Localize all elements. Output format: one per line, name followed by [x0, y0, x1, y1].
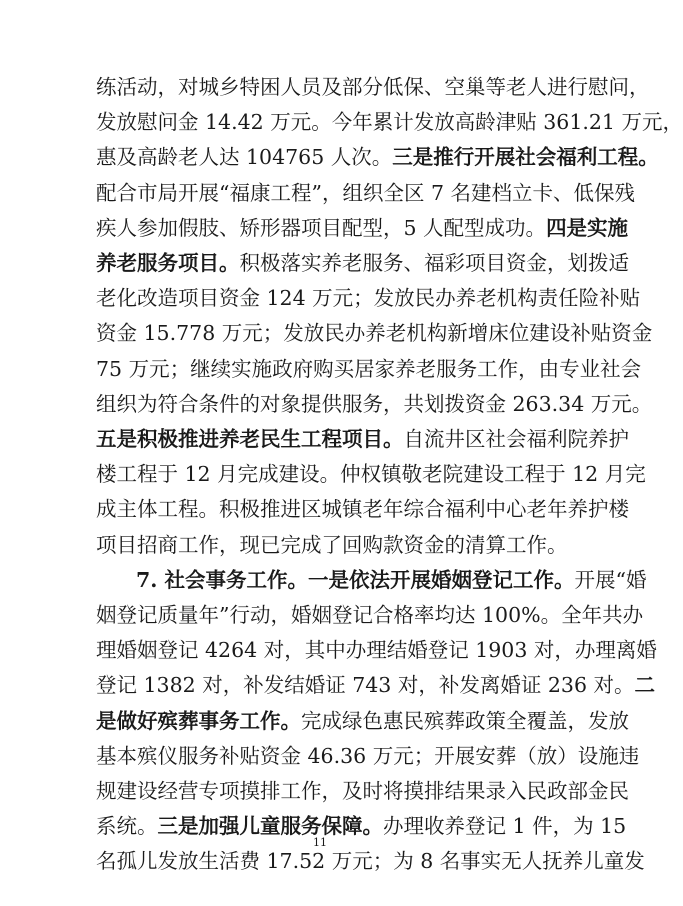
text-segment: 楼工程于 12 月完成建设。仲权镇敬老院建设工程于 12 月完 [96, 462, 646, 487]
text-line [96, 845, 645, 878]
text-segment: 开展“婚 [574, 567, 647, 592]
text-line [96, 458, 646, 491]
text-segment: 疾人参加假肢、矫形器项目配型，5 人配型成功。 [96, 215, 547, 240]
text-segment: 积极落实养老服务、福彩项目资金，划拨适 [239, 251, 629, 275]
text-line [96, 423, 629, 456]
text-segment: 规建设经营专项摸排工作，及时将摸排结果录入民政部金民 [96, 779, 629, 803]
text-segment: 发放慰问金 14.42 万元。今年累计发放高龄津贴 361.21 万元， [96, 110, 683, 135]
text-line [96, 775, 629, 808]
text-line [96, 71, 650, 104]
text-segment: 理婚姻登记 4264 对，其中办理结婚登记 1903 对，办理离婚 [96, 638, 657, 663]
text-line [96, 740, 640, 773]
text-segment: 成主体工程。积极推进区城镇老年综合福利中心老年养护楼 [96, 497, 629, 522]
text-segment: 自流井区社会福利院养护 [403, 427, 629, 451]
text-line [136, 564, 647, 597]
text-line [96, 212, 629, 245]
text-segment: 基本殡仪服务补贴资金 46.36 万元；开展安葬（放）设施违 [96, 743, 640, 768]
bold-text-segment: 四是实施 [546, 215, 629, 240]
text-line [96, 669, 656, 702]
text-line [96, 177, 636, 210]
text-line [96, 705, 629, 738]
text-segment: 组织为符合条件的对象提供服务，共划拨资金 263.34 万元。 [96, 391, 653, 416]
text-line [96, 599, 644, 632]
text-segment: 办理收养登记 1 件，为 15 [383, 814, 627, 839]
text-line [96, 247, 629, 280]
text-segment: 系统。 [96, 814, 158, 839]
text-segment: 名孤儿发放生活费 17.52 万元；为 8 名事实无人抚养儿童发 [96, 849, 645, 874]
page-number: 11 [313, 836, 327, 849]
text-segment: 配合市局开展“福康工程”，组织全区 7 名建档立卡、低保残 [96, 180, 636, 205]
text-line [96, 493, 629, 526]
text-segment: 老化改造项目资金 124 万元；发放民办养老机构责任险补贴 [96, 286, 641, 311]
text-line [96, 529, 568, 562]
bold-text-segment: 五是积极推进养老民生工程项目。 [96, 427, 404, 451]
text-line [96, 317, 653, 350]
text-line [96, 141, 659, 174]
text-line [96, 634, 657, 667]
text-segment: 惠及高龄老人达 104765 人次。 [96, 145, 393, 170]
bold-text-segment: 养老服务项目。 [96, 251, 240, 275]
bold-text-segment: 三是加强儿童服务保障。 [157, 814, 383, 839]
text-segment: 完成绿色惠民殡葬政策全覆盖，发放 [301, 708, 629, 733]
bold-text-segment: 7. 社会事务工作。一是依法开展婚姻登记工作。 [136, 567, 575, 592]
text-segment: 项目招商工作，现已完成了回购款资金的清算工作。 [96, 532, 568, 557]
bold-text-segment: 是做好殡葬事务工作。 [96, 708, 301, 733]
text-line [96, 353, 642, 386]
text-segment: 姻登记质量年”行动，婚姻登记合格率均达 100%。全年共办 [96, 603, 644, 627]
text-segment: 登记 1382 对，补发结婚证 743 对，补发离婚证 236 对。 [96, 673, 635, 698]
bold-text-segment: 二 [634, 673, 656, 698]
text-line [96, 106, 683, 139]
text-segment: 75 万元；继续实施政府购买居家养老服务工作，由专业社会 [96, 356, 642, 381]
bold-text-segment: 三是推行开展社会福利工程。 [392, 145, 659, 170]
text-line [96, 282, 641, 315]
text-line [96, 388, 653, 421]
text-segment: 练活动，对城乡特困人员及部分低保、空巢等老人进行慰问， [96, 75, 650, 99]
text-segment: 资金 15.778 万元；发放民办养老机构新增床位建设补贴资金 [96, 321, 653, 346]
